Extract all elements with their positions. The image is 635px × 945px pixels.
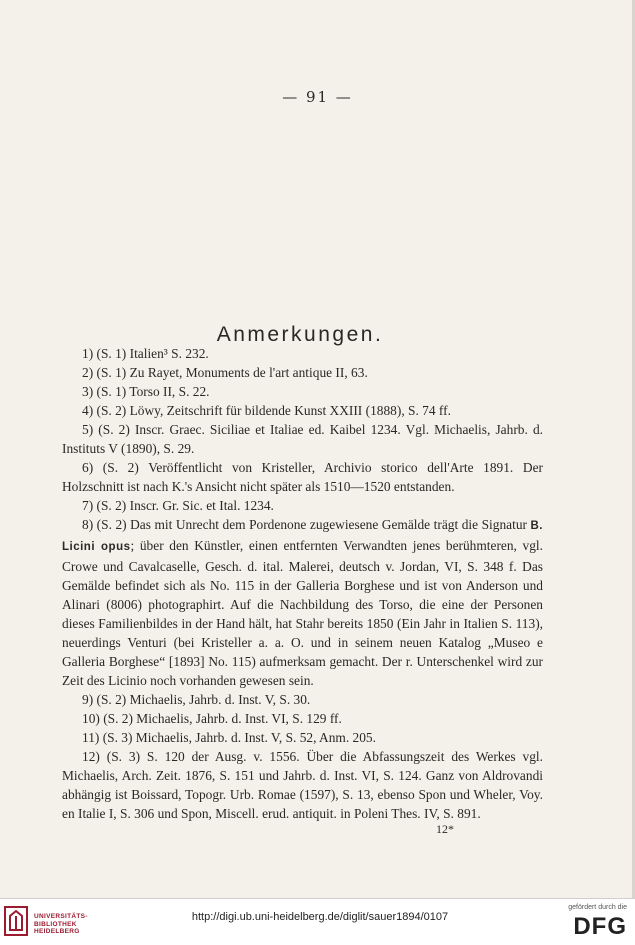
note-8-start: 8) (S. 2) Das mit Unrecht dem Pordenone zugewiesene Gemälde trägt die Signatur [82, 517, 531, 532]
note-5: 5) (S. 2) Inscr. Graec. Siciliae et Italiae ed. Kaibel 1234. Vgl. Michaelis, Jahrb. d. Instituts V (1890), S. 29. [62, 422, 543, 456]
notes-list [62, 344, 543, 823]
library-logo-text [34, 913, 88, 936]
logo-line-3: HEIDELBERG [34, 928, 80, 935]
library-logo[interactable] [4, 903, 144, 941]
note-4: 4) (S. 2) Löwy, Zeitschrift für bildende Kunst XXIII (1888), S. 74 ff. [82, 403, 451, 418]
logo-line-2: BIBLIOTHEK [34, 920, 77, 928]
note-9: 9) (S. 2) Michaelis, Jahrb. d. Inst. V, S. 30. [82, 692, 311, 707]
funder-note: gefördert durch die [568, 904, 627, 911]
signature-text: B. Licini opus [62, 520, 543, 553]
note-10: 10) (S. 2) Michaelis, Jahrb. d. Inst. VI, S. 129 ff. [82, 711, 342, 726]
note-6: 6) (S. 2) Veröffentlicht von Kristeller, Archivio storico dell'Arte 1891. Der Holzschnitt ist nach K.'s Ansicht nicht später als 1510—1520 entstanden. [62, 460, 543, 494]
note-8 [62, 515, 543, 690]
note-8-rest: ; über den Künstler, einen entfernten Verwandten jenes berühmteren, vgl. Crowe und Cavalcaselle, Gesch. d. ital. Malerei, deutsch v. Jordan, VI, S. 348 f. Das Gemälde befindet sich als No. 115 in der Galleria Borghese und ist von Anderson und Alinari (8006) photographirt. Auf die Nachbildung des Torso, die eine der Personen dieses Familienbildes in der Hand hält, hat Stahr bereits 1850 (Ein Jahr in Italien S. 113), neuerdings Venturi (bei Kristeller a. a. O. und in seinem neuen Katalog „Museo e Galleria Borghese“ [1893] No. 115) aufmerksam gemacht. Der r. Unterschenkel wird zur Zeit des Licinio noch vorhanden gewesen sein. [62, 538, 544, 688]
note-12: 12) (S. 3) S. 120 der Ausg. v. 1556. Über die Abfassungszeit des Werkes vgl. Michaelis, Arch. Zeit. 1876, S. 151 und Jahrb. d. Inst. VI, S. 124. Ganz von Aldrovandi abhängig ist Boissard, Topogr. Urb. Romae (1597), S. 13, ebenso Spon und Wheler, Voy. en Italie I, S. 306 und Spon, Miscell. erud. antiquit. in Poleni Thes. IV, S. 891. [62, 749, 543, 821]
sheet-signature: 12* [436, 822, 454, 836]
note-1: 1) (S. 1) Italien³ S. 232. [82, 346, 209, 361]
page-number: — 91 — [282, 88, 353, 106]
dfg-logo[interactable]: DFG [573, 913, 627, 940]
note-3: 3) (S. 1) Torso II, S. 22. [82, 384, 210, 399]
logo-line-1: UNIVERSITÄTS- [34, 913, 88, 920]
note-2: 2) (S. 1) Zu Rayet, Monuments de l'art antique II, 63. [82, 365, 368, 380]
permalink-url[interactable]: http://digi.ub.uni-heidelberg.de/diglit/sauer1894/0107 [191, 911, 449, 923]
note-11: 11) (S. 3) Michaelis, Jahrb. d. Inst. V, S. 52, Anm. 205. [82, 730, 376, 745]
section-heading: Anmerkungen. [216, 323, 384, 347]
footer-bar [0, 898, 635, 945]
library-emblem-icon [4, 906, 28, 936]
note-7: 7) (S. 2) Inscr. Gr. Sic. et Ital. 1234. [82, 498, 274, 513]
